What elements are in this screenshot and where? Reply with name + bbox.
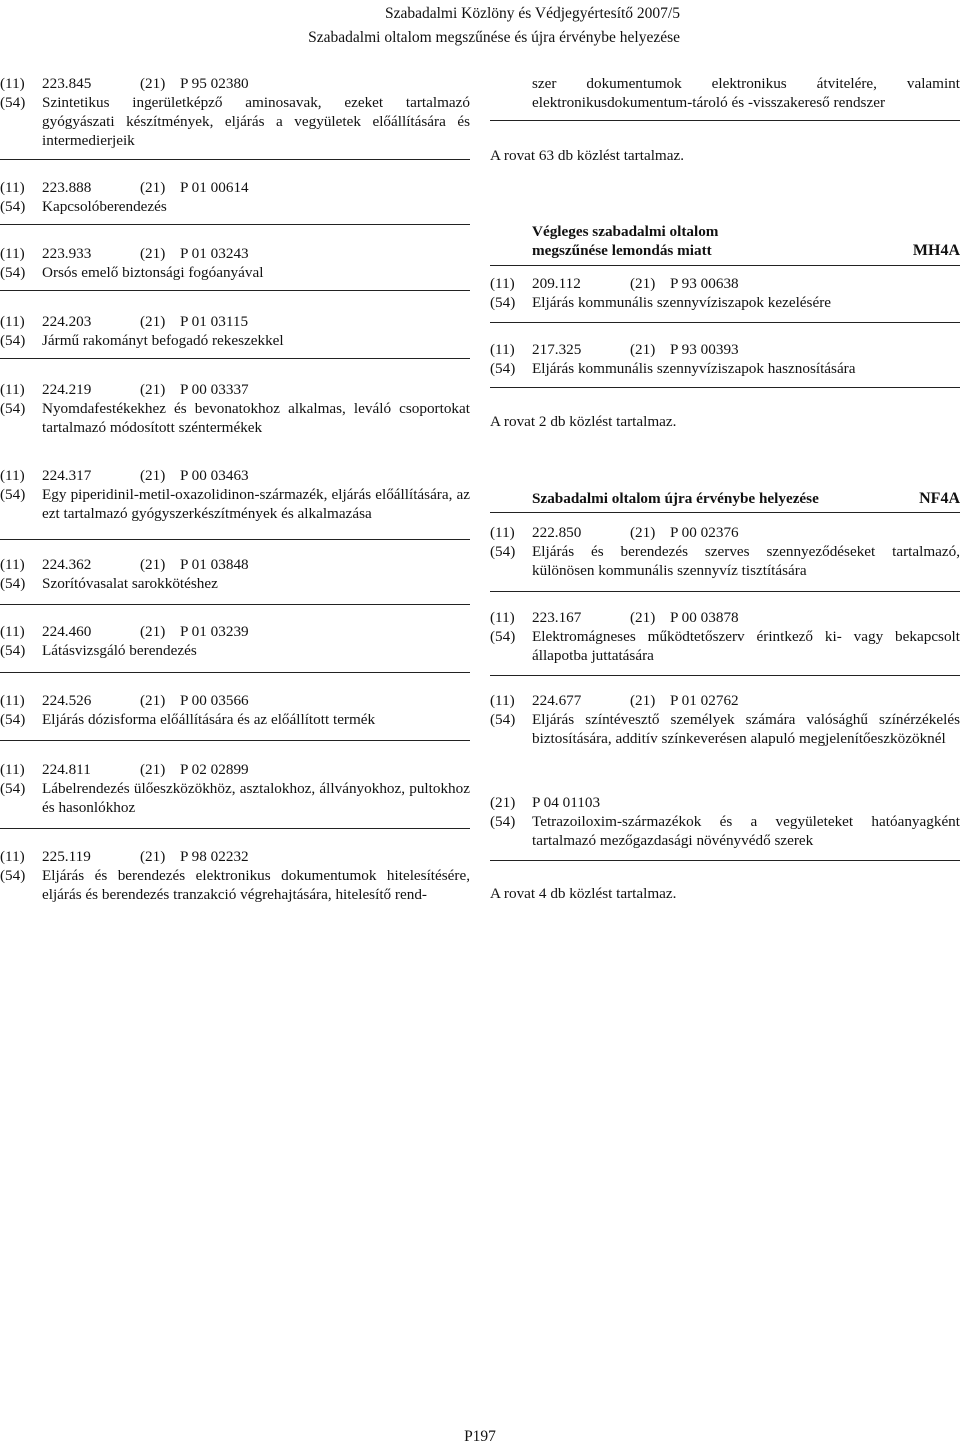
application-number: P 93 00638: [670, 275, 739, 292]
application-number: P 98 02232: [180, 848, 249, 865]
patent-number: 217.325: [532, 341, 582, 358]
application-number: P 01 03239: [180, 623, 249, 640]
patent-title: Elektromágneses működtetőszerv érintkező ki- vagy bekapcsolt állapotba juttatására: [532, 628, 960, 664]
field-code-54: (54): [490, 294, 516, 311]
patent-title: Eljárás kommunális szennyvíziszapok kezelésére: [532, 294, 831, 311]
patent-title: Látásvizsgáló berendezés: [42, 642, 197, 659]
separator-rule: [0, 290, 470, 291]
patent-entry: [490, 793, 960, 850]
separator-rule: [490, 860, 960, 861]
patent-title: Orsós emelő biztonsági fogóanyával: [42, 264, 264, 281]
separator-rule: [0, 358, 470, 359]
page-number: P197: [464, 1428, 496, 1445]
count-note: A rovat 2 db közlést tartalmaz.: [490, 413, 677, 430]
field-code-21: (21): [630, 609, 656, 626]
patent-number: 224.362: [42, 556, 92, 573]
patent-number: 225.119: [42, 848, 91, 865]
patent-number: 224.203: [42, 313, 92, 330]
patent-title: Szintetikus ingerületképző aminosavak, ezeket tartalmazó gyógyászati készítmények, eljárás a vegyületek előállítására és intermedierjeik: [42, 94, 470, 149]
field-code-11: (11): [0, 556, 25, 573]
separator-rule: [0, 604, 470, 605]
field-code-21: (21): [630, 275, 656, 292]
field-code-54: (54): [0, 486, 26, 503]
section-heading-nf4a: [490, 489, 960, 508]
field-code-11: (11): [490, 341, 515, 358]
field-code-11: (11): [0, 381, 25, 398]
section-title: Szabadalmi oltalom megszűnése és újra érvénybe helyezése: [308, 29, 680, 46]
field-code-11: (11): [490, 692, 515, 709]
application-number: P 95 02380: [180, 75, 249, 92]
field-code-11: (11): [490, 275, 515, 292]
field-code-11: (11): [0, 623, 25, 640]
separator-rule: [490, 322, 960, 323]
title-continuation: [490, 74, 960, 112]
patent-entry: [0, 555, 470, 593]
application-number: P 02 02899: [180, 761, 249, 778]
field-code-21: (21): [140, 75, 166, 92]
application-number: P 04 01103: [532, 794, 601, 811]
field-code-21: (21): [140, 467, 166, 484]
field-code-21: (21): [140, 179, 166, 196]
field-code-11: (11): [0, 179, 25, 196]
patent-entry: [0, 466, 470, 523]
patent-entry: [0, 178, 470, 216]
field-code-11: (11): [0, 761, 25, 778]
field-code-21: (21): [140, 556, 166, 573]
application-number: P 01 02762: [670, 692, 739, 709]
field-code-54: (54): [0, 575, 26, 592]
section-code: MH4A: [912, 242, 960, 259]
section-title-line1: Végleges szabadalmi oltalom: [532, 223, 719, 240]
patent-entry: [0, 312, 470, 350]
patent-number: 223.845: [42, 75, 92, 92]
patent-number: 224.317: [42, 467, 92, 484]
field-code-54: (54): [0, 400, 26, 417]
application-number: P 01 03243: [180, 245, 249, 262]
patent-title: Eljárás dózisforma előállítására és az előállított termék: [42, 711, 376, 728]
separator-rule: [490, 675, 960, 676]
separator-rule: [0, 539, 470, 540]
patent-number: 224.677: [532, 692, 582, 709]
application-number: P 01 03848: [180, 556, 249, 573]
patent-number: 224.526: [42, 692, 92, 709]
application-number: P 00 03337: [180, 381, 249, 398]
field-code-21: (21): [140, 761, 166, 778]
field-code-54: (54): [490, 711, 516, 728]
patent-entry: [490, 608, 960, 665]
separator-rule: [490, 265, 960, 266]
field-code-54: (54): [0, 332, 26, 349]
field-code-21: (21): [630, 524, 656, 541]
patent-title-continuation: szer dokumentumok elektronikus átvitelére, valamint elektronikusdokumentum-tároló és -visszakereső rendszer: [532, 75, 960, 111]
field-code-21: (21): [140, 848, 166, 865]
field-code-54: (54): [0, 264, 26, 281]
separator-rule: [490, 120, 960, 121]
patent-number: 224.460: [42, 623, 92, 640]
patent-title: Egy piperidinil-metil-oxazolidinon-származék, eljárás előállítására, az ezt tartalmazó gyógyszerkészítmények és alkalmazása: [42, 486, 470, 522]
separator-rule: [0, 159, 470, 160]
patent-entry: [0, 622, 470, 660]
field-code-11: (11): [0, 75, 25, 92]
count-note: A rovat 4 db közlést tartalmaz.: [490, 885, 677, 902]
patent-entry: [0, 847, 470, 904]
field-code-54: (54): [490, 813, 516, 830]
patent-entry: [0, 74, 470, 150]
field-code-21: (21): [140, 245, 166, 262]
patent-entry: [490, 523, 960, 580]
section-heading-mh4a: [490, 222, 960, 260]
separator-rule: [0, 740, 470, 741]
patent-title: Eljárás és berendezés szerves szennyeződéseket tartalmazó, különösen kommunális szennyvíz tisztítására: [532, 543, 960, 579]
patent-title: Eljárás színtévesztő személyek számára valósághű színérzékelés biztosítására, additív színkeverésen alapuló megjelenítőeszközöknél: [532, 711, 960, 747]
field-code-11: (11): [0, 245, 25, 262]
patent-number: 222.850: [532, 524, 582, 541]
field-code-54: (54): [490, 360, 516, 377]
patent-entry: [490, 691, 960, 748]
field-code-21: (21): [140, 381, 166, 398]
patent-title: Jármű rakományt befogadó rekeszekkel: [42, 332, 284, 349]
separator-rule: [0, 672, 470, 673]
application-number: P 00 02376: [670, 524, 739, 541]
field-code-54: (54): [0, 642, 26, 659]
patent-number: 224.219: [42, 381, 92, 398]
field-code-11: (11): [490, 609, 515, 626]
field-code-54: (54): [0, 198, 26, 215]
field-code-11: (11): [0, 313, 25, 330]
patent-number: 223.167: [532, 609, 582, 626]
field-code-11: (11): [0, 467, 25, 484]
field-code-11: (11): [0, 692, 25, 709]
page-header: [260, 2, 680, 50]
application-number: P 00 03878: [670, 609, 739, 626]
separator-rule: [0, 224, 470, 225]
patent-number: 209.112: [532, 275, 581, 292]
patent-title: Nyomdafestékekhez és bevonatokhoz alkalmas, leváló csoportokat tartalmazó módosított széntermékek: [42, 400, 470, 436]
field-code-54: (54): [0, 867, 26, 884]
section-title: Szabadalmi oltalom újra érvénybe helyezése: [532, 490, 819, 507]
patent-number: 224.811: [42, 761, 91, 778]
patent-title: Lábelrendezés ülőeszközökhöz, asztalokhoz, állványokhoz, pultokhoz és hasonlókhoz: [42, 780, 470, 816]
patent-entry: [0, 691, 470, 729]
patent-number: 223.933: [42, 245, 92, 262]
patent-number: 223.888: [42, 179, 92, 196]
patent-title: Kapcsolóberendezés: [42, 198, 167, 215]
field-code-21: (21): [490, 794, 516, 811]
patent-entry: [490, 340, 960, 378]
patent-title: Tetrazoiloxim-származékok és a vegyületeket hatóanyagként tartalmazó mezőgazdasági növényvédő szerek: [532, 813, 960, 849]
patent-entry: [0, 760, 470, 817]
field-code-11: (11): [0, 848, 25, 865]
patent-entry: [0, 380, 470, 437]
separator-rule: [0, 828, 470, 829]
section-code: NF4A: [919, 490, 960, 507]
count-note: A rovat 63 db közlést tartalmaz.: [490, 147, 685, 164]
patent-entry: [490, 274, 960, 312]
section-title-line2: megszűnése lemondás miatt: [532, 242, 712, 259]
journal-title: Szabadalmi Közlöny és Védjegyértesítő 2007/5: [384, 5, 680, 22]
application-number: P 93 00393: [670, 341, 739, 358]
patent-title: Szorítóvasalat sarokkötéshez: [42, 575, 218, 592]
field-code-21: (21): [140, 692, 166, 709]
separator-rule: [490, 512, 960, 513]
patent-title: Eljárás kommunális szennyvíziszapok hasznosítására: [532, 360, 856, 377]
field-code-21: (21): [630, 692, 656, 709]
separator-rule: [490, 591, 960, 592]
field-code-54: (54): [490, 543, 516, 560]
field-code-11: (11): [490, 524, 515, 541]
field-code-21: (21): [140, 313, 166, 330]
field-code-54: (54): [0, 711, 26, 728]
patent-title: Eljárás és berendezés elektronikus dokumentumok hitelesítésére, eljárás és berendezés tranzakció végrehajtására, hitelesítő rend-: [42, 867, 470, 903]
application-number: P 00 03463: [180, 467, 249, 484]
field-code-54: (54): [490, 628, 516, 645]
field-code-54: (54): [0, 780, 26, 797]
application-number: P 00 03566: [180, 692, 249, 709]
application-number: P 01 00614: [180, 179, 249, 196]
application-number: P 01 03115: [180, 313, 249, 330]
field-code-54: (54): [0, 94, 26, 111]
separator-rule: [490, 387, 960, 388]
patent-entry: [0, 244, 470, 282]
field-code-21: (21): [140, 623, 166, 640]
field-code-21: (21): [630, 341, 656, 358]
